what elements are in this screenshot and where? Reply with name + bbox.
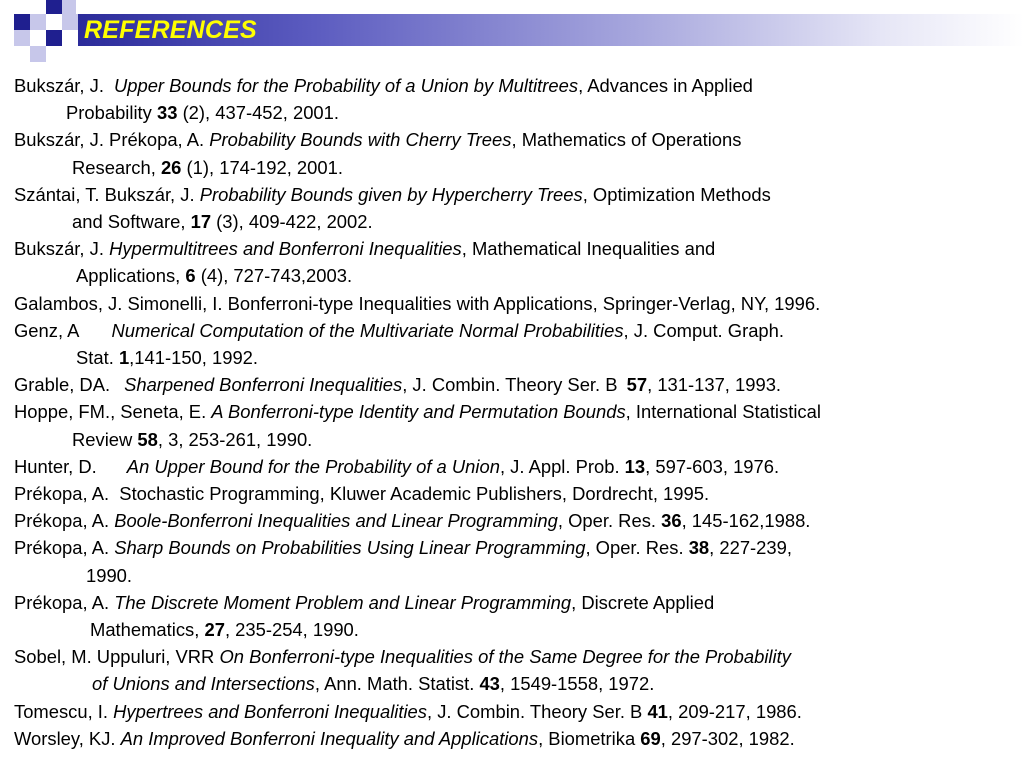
reference-continuation: 1990. — [86, 564, 133, 586]
reference-item: Genz, A Numerical Computation of the Multivariate Normal Probabilities, J. Comput. Graph. — [14, 319, 785, 341]
reference-continuation: Research, 26 (1), 174-192, 2001. — [72, 156, 343, 178]
reference-item: Szántai, T. Bukszár, J. Probability Bounds given by Hypercherry Trees, Optimization Methods — [14, 183, 771, 205]
reference-continuation: Review 58, 3, 253-261, 1990. — [72, 428, 313, 450]
reference-list — [14, 72, 1022, 752]
decor-square-dark-3 — [46, 30, 62, 46]
reference-continuation: Stat. 1,141-150, 1992. — [76, 347, 259, 369]
reference-item: Hunter, D. An Upper Bound for the Probability of a Union, J. Appl. Prob. 13, 597-603, 1976. — [14, 455, 780, 477]
reference-item: Prékopa, A. Sharp Bounds on Probabilities Using Linear Programming, Oper. Res. 38, 227-239, — [14, 537, 792, 559]
decor-square-dark-1 — [14, 14, 30, 30]
decor-square-light-5 — [30, 46, 46, 62]
reference-item: Tomescu, I. Hypertrees and Bonferroni Inequalities, J. Combin. Theory Ser. B 41, 209-217, 1986. — [14, 700, 802, 722]
reference-item: Prékopa, A. Boole-Bonferroni Inequalities and Linear Programming, Oper. Res. 36, 145-162,1988. — [14, 510, 811, 532]
reference-item: Bukszár, J. Hypermultitrees and Bonferroni Inequalities, Mathematical Inequalities and — [14, 238, 716, 260]
reference-continuation: Mathematics, 27, 235-254, 1990. — [90, 619, 359, 641]
reference-continuation: Probability 33 (2), 437-452, 2001. — [66, 102, 339, 124]
reference-item: Galambos, J. Simonelli, I. Bonferroni-type Inequalities with Applications, Springer-Verlag, NY, 1996. — [14, 292, 821, 314]
reference-continuation: Applications, 6 (4), 727-743,2003. — [76, 265, 353, 287]
reference-item: Bukszár, J. Prékopa, A. Probability Bounds with Cherry Trees, Mathematics of Operations — [14, 129, 742, 151]
reference-item: Hoppe, FM., Seneta, E. A Bonferroni-type Identity and Permutation Bounds, International Statistical — [14, 401, 821, 423]
reference-item: Bukszár, J. Upper Bounds for the Probability of a Union by Multitrees, Advances in Applied — [14, 75, 753, 96]
reference-continuation: and Software, 17 (3), 409-422, 2002. — [72, 211, 373, 233]
reference-item: Sobel, M. Uppuluri, VRR On Bonferroni-type Inequalities of the Same Degree for the Probability — [14, 646, 791, 668]
decor-square-dark-2 — [46, 0, 62, 14]
reference-item: Worsley, KJ. An Improved Bonferroni Inequality and Applications, Biometrika 69, 297-302, 1982. — [14, 727, 795, 749]
reference-item: Prékopa, A. Stochastic Programming, Kluwer Academic Publishers, Dordrecht, 1995. — [14, 483, 710, 505]
decor-square-light-1 — [30, 14, 46, 30]
decor-square-light-3 — [14, 30, 30, 46]
reference-continuation: of Unions and Intersections, Ann. Math. Statist. 43, 1549-1558, 1972. — [92, 673, 655, 695]
decor-square-light-2 — [62, 0, 76, 14]
slide-title: REFERENCES — [84, 16, 257, 44]
reference-item: Prékopa, A. The Discrete Moment Problem and Linear Programming, Discrete Applied — [14, 591, 715, 613]
reference-item: Grable, DA. Sharpened Bonferroni Inequalities, J. Combin. Theory Ser. B 57, 131-137, 1993. — [14, 374, 782, 396]
decor-square-light-4 — [62, 14, 78, 30]
